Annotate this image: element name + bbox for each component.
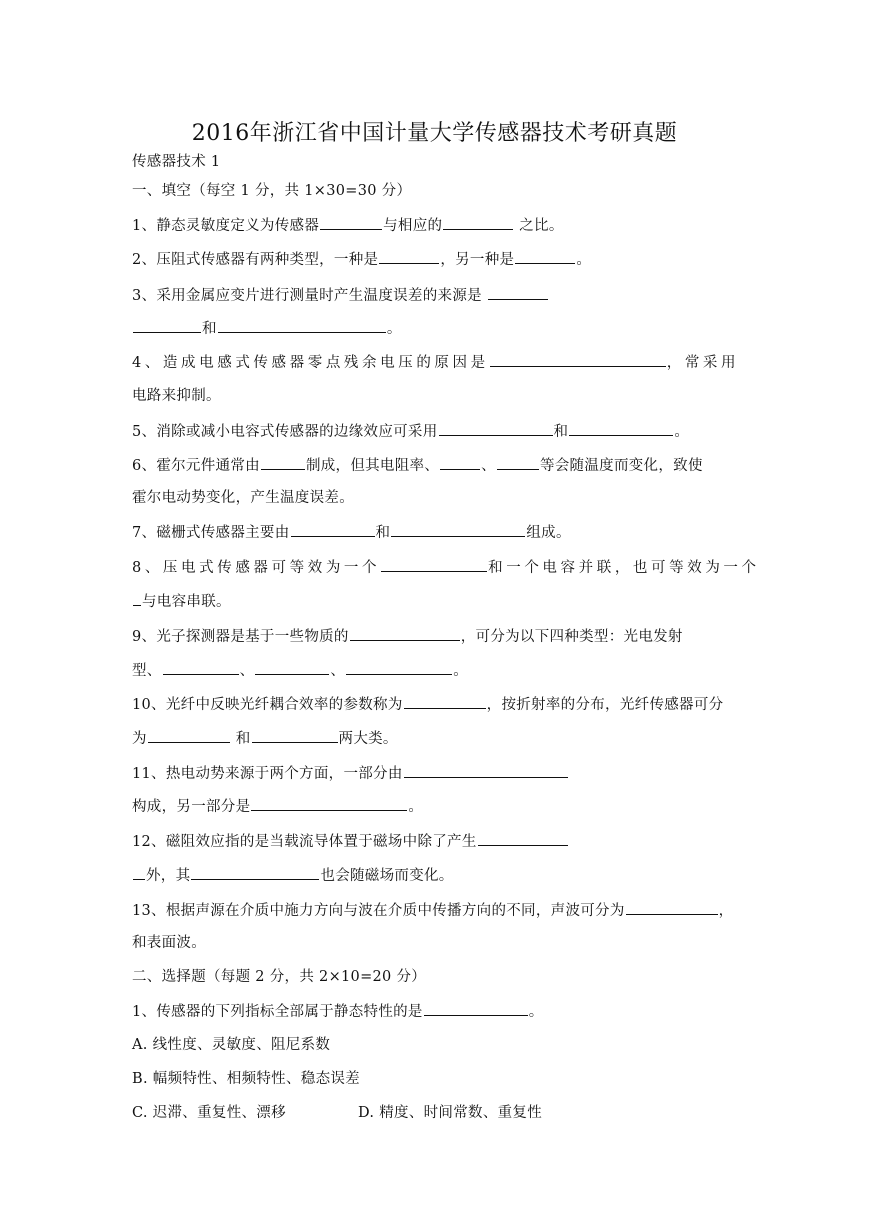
answer-blank: [439, 421, 553, 436]
answer-blank: [379, 249, 439, 264]
question-13-cont: 和表面波。: [132, 935, 206, 951]
answer-blank: [424, 1001, 528, 1016]
mc-question-1: 1、传感器的下列指标全部属于静态特性的是 。: [132, 1001, 544, 1022]
answer-blank: [148, 728, 230, 743]
question-6-cont: 霍尔电动势变化，产生温度误差。: [132, 490, 354, 506]
answer-blank: [350, 626, 460, 641]
question-6: 6、霍尔元件通常由 制成，但其电阻率、 、 等会随温度而变化，致使: [132, 455, 703, 476]
question-13: 13、根据声源在介质中施力方向与波在介质中传播方向的不同，声波可分为 ，: [132, 900, 733, 921]
question-3-cont: 和 。: [132, 318, 402, 339]
question-9-cont: 型、 、 、 。: [132, 660, 468, 681]
answer-blank: [191, 865, 319, 880]
question-11-cont: 构成，另一部分是 。: [132, 796, 423, 817]
question-8: 8、压电式传感器可等效为一个 和一个电容并联，也可等效为一个: [132, 557, 760, 578]
answer-blank: [320, 215, 382, 230]
subtitle: 传感器技术 1: [132, 154, 221, 170]
question-12-cont: 外，其 也会随磁场而变化。: [132, 865, 454, 886]
answer-blank: [133, 865, 145, 880]
answer-blank: [251, 796, 407, 811]
question-9: 9、光子探测器是基于一些物质的 ，可分为以下四种类型：光电发射: [132, 626, 683, 647]
answer-blank: [381, 557, 487, 572]
answer-blank: [404, 763, 568, 778]
question-12: 12、磁阻效应指的是当载流导体置于磁场中除了产生: [132, 831, 569, 852]
question-10: 10、光纤中反映光纤耦合效率的参数称为 ，按折射率的分布，光纤传感器可分: [132, 694, 723, 715]
answer-blank: [497, 455, 539, 470]
option-b: B. 幅频特性、相频特性、稳态误差: [132, 1071, 360, 1087]
question-7: 7、磁栅式传感器主要由 和 组成。: [132, 522, 571, 543]
option-a: A. 线性度、灵敏度、阻尼系数: [132, 1037, 331, 1053]
question-4-cont: 电路来抑制。: [132, 388, 221, 404]
option-d: D. 精度、时间常数、重复性: [358, 1105, 543, 1121]
answer-blank: [261, 455, 305, 470]
answer-blank: [478, 831, 568, 846]
question-3: 3、采用金属应变片进行测量时产生温度误差的来源是: [132, 285, 549, 306]
question-5: 5、消除或减小电容式传感器的边缘效应可采用 和 。: [132, 421, 689, 442]
question-4: 4、造成电感式传感器零点残余电压的原因是 ，常采用: [132, 352, 739, 373]
answer-blank: [443, 215, 513, 230]
answer-blank: [133, 591, 141, 606]
answer-blank: [490, 352, 666, 367]
answer-blank: [488, 285, 548, 300]
answer-blank: [252, 728, 338, 743]
question-10-cont: 为 和 两大类。: [132, 728, 398, 749]
answer-blank: [163, 660, 239, 675]
section-heading-multiple-choice: 二、选择题（每题 2 分，共 2×10=20 分）: [132, 969, 427, 985]
question-8-cont: 与电容串联。: [132, 591, 231, 612]
question-11: 11、热电动势来源于两个方面，一部分由: [132, 763, 569, 784]
answer-blank: [515, 249, 575, 264]
option-c: C. 迟滞、重复性、漂移: [132, 1105, 286, 1121]
question-2: 2、压阻式传感器有两种类型，一种是 ，另一种是 。: [132, 249, 591, 270]
answer-blank: [255, 660, 329, 675]
answer-blank: [440, 455, 480, 470]
answer-blank: [404, 694, 486, 709]
section-heading-fill-blank: 一、填空（每空 1 分，共 1×30=30 分）: [132, 183, 412, 199]
answer-blank: [133, 318, 201, 333]
answer-blank: [569, 421, 673, 436]
answer-blank: [626, 900, 718, 915]
answer-blank: [218, 318, 386, 333]
answer-blank: [391, 522, 525, 537]
document-title: 2016年浙江省中国计量大学传感器技术考研真题: [191, 121, 678, 146]
answer-blank: [291, 522, 375, 537]
question-1: 1、静态灵敏度定义为传感器 与相应的 之比。: [132, 215, 564, 236]
answer-blank: [346, 660, 452, 675]
